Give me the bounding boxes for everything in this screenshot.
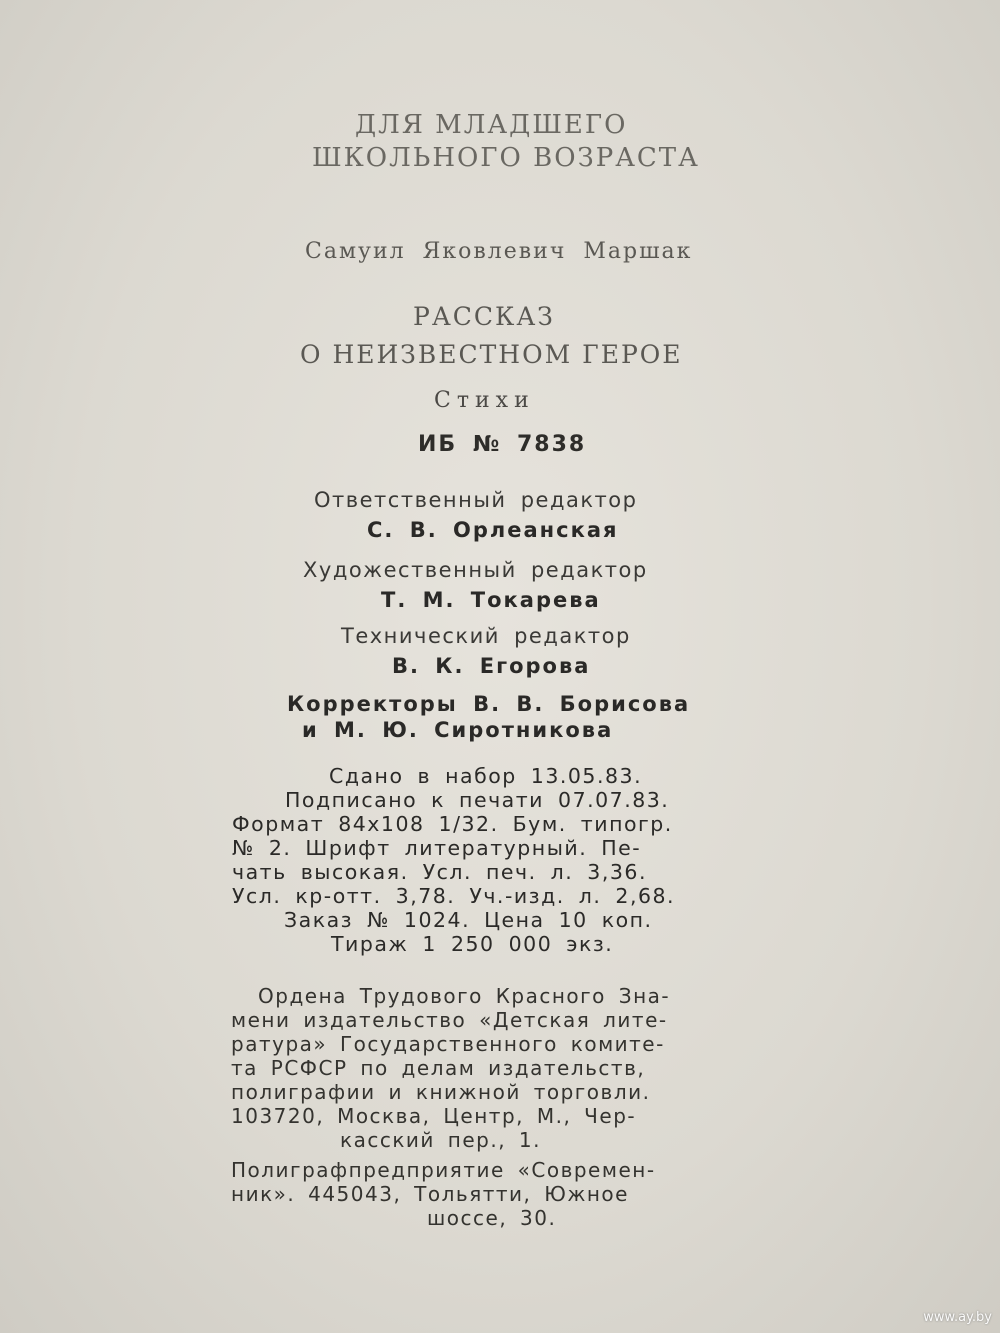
imprint-line: чать высокая. Усл. печ. л. 3,36. <box>232 860 647 884</box>
imprint-line: Формат 84x108 1/32. Бум. типогр. <box>232 812 673 836</box>
genre-label: Стихи <box>434 388 535 413</box>
printer-line: шоссе, 30. <box>427 1206 557 1230</box>
credit-role-responsible: Ответственный редактор <box>314 488 638 512</box>
author-name: Самуил Яковлевич Маршак <box>305 239 693 264</box>
series-line-2: ШКОЛЬНОГО ВОЗРАСТА <box>312 143 700 173</box>
printer-line: Полиграфпредприятие «Современ- <box>231 1158 656 1182</box>
watermark: www.ay.by <box>923 1310 992 1325</box>
imprint-line: Тираж 1 250 000 экз. <box>331 932 614 956</box>
imprint-line: Сдано в набор 13.05.83. <box>329 764 643 788</box>
publisher-line: ратура» Государственного комите- <box>231 1032 665 1056</box>
publisher-line: мени издательство «Детская лите- <box>231 1008 668 1032</box>
printer-line: ник». 445043, Тольятти, Южное <box>231 1182 629 1206</box>
credit-name-art: Т. М. Токарева <box>381 588 601 612</box>
title-line-2: О НЕИЗВЕСТНОМ ГЕРОЕ <box>300 340 683 369</box>
credit-role-technical: Технический редактор <box>341 624 631 648</box>
publisher-line: касский пер., 1. <box>340 1128 541 1152</box>
publisher-line: та РСФСР по делам издательств, <box>231 1056 646 1080</box>
publisher-line: полиграфии и книжной торговли. <box>231 1080 651 1104</box>
imprint-line: Подписано к печати 07.07.83. <box>285 788 670 812</box>
credit-role-art: Художественный редактор <box>303 558 648 582</box>
series-line-1: ДЛЯ МЛАДШЕГО <box>355 110 628 140</box>
ib-number: ИБ № 7838 <box>418 432 587 457</box>
imprint-line: Заказ № 1024. Цена 10 коп. <box>284 908 653 932</box>
imprint-line: Усл. кр-отт. 3,78. Уч.-изд. л. 2,68. <box>232 884 676 908</box>
imprint-line: № 2. Шрифт литературный. Пе- <box>232 836 642 860</box>
publisher-line: Ордена Трудового Красного Зна- <box>258 984 671 1008</box>
title-line-1: РАССКАЗ <box>413 302 555 331</box>
credit-name-responsible: С. В. Орлеанская <box>367 518 619 542</box>
credit-name-technical: В. К. Егорова <box>392 654 591 678</box>
correctors-line-2: и М. Ю. Сиротникова <box>302 718 614 742</box>
correctors-line-1: Корректоры В. В. Борисова <box>287 692 691 716</box>
publisher-line: 103720, Москва, Центр, М., Чер- <box>231 1104 637 1128</box>
